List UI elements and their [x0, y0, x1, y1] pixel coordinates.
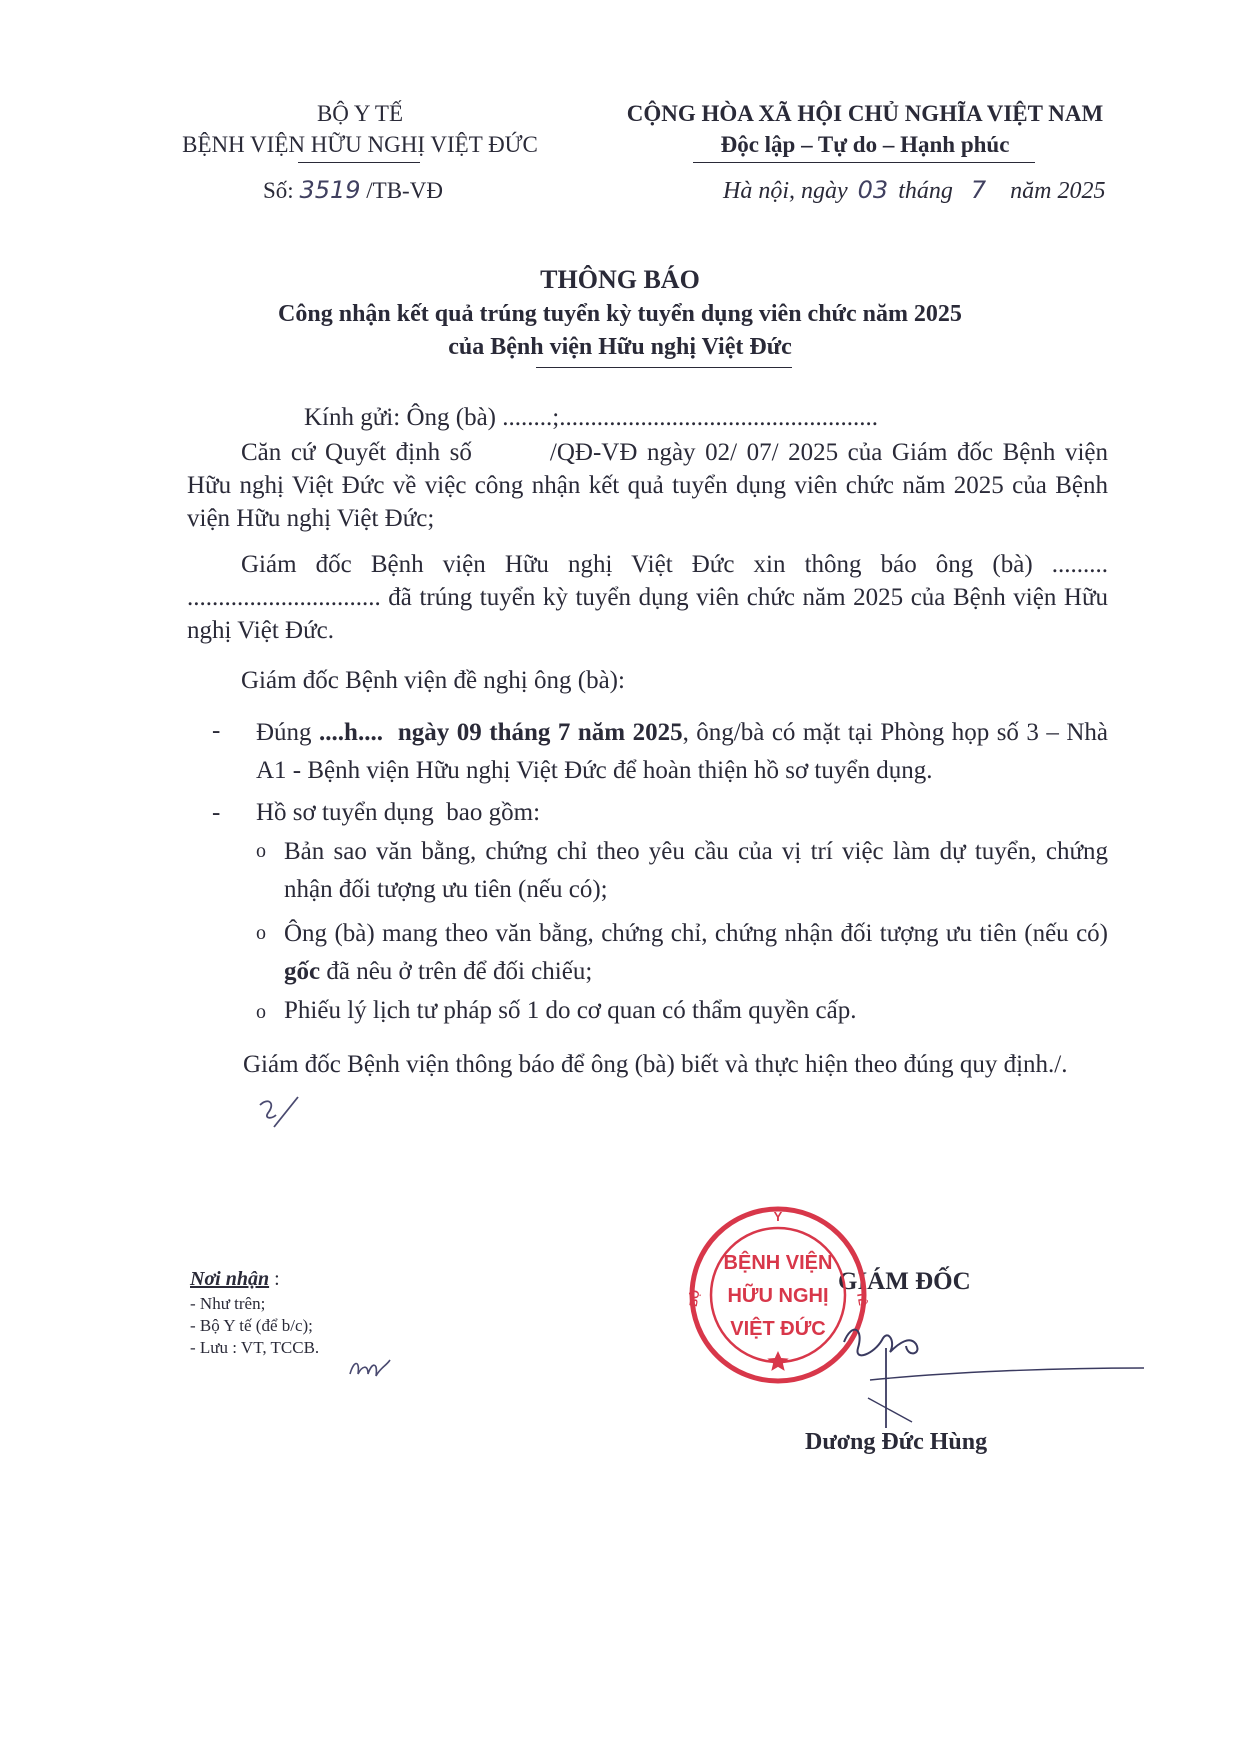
date-place-label: Hà nội, ngày — [723, 178, 848, 204]
staff-initials-icon — [346, 1352, 396, 1386]
date-month-handwritten: 7 — [970, 176, 987, 204]
attendance-prefix: Đúng — [256, 719, 312, 746]
seal-top-mark: Y — [773, 1209, 783, 1224]
recipient-line: Kính gửi: Ông (bà) ........;................................................... — [304, 404, 878, 431]
circle-bullet-3: o — [256, 1001, 266, 1023]
doc-no-label: Số: — [263, 178, 294, 203]
nation-name: CỘNG HÒA XÃ HỘI CHỦ NGHĨA VIỆT NAM — [626, 101, 1104, 126]
request-line: Giám đốc Bệnh viện đề nghị ông (bà): — [241, 667, 625, 694]
seal-left-mark: BỘ — [688, 1289, 703, 1308]
attendance-time: ....h.... ngày 09 tháng 7 năm 2025 — [319, 719, 683, 746]
originals-prefix: Ông (bà) mang theo văn bằng, chứng chỉ, chứng nhận đối tượng ưu tiên (nếu có) — [284, 920, 1108, 947]
national-header — [585, 98, 1145, 160]
originals-suffix: đã nêu ở trên để đối chiếu; — [326, 958, 593, 985]
ministry-name: BỘ Y TẾ — [316, 101, 404, 126]
hospital-name: BỆNH VIỆN HỮU NGHỊ VIỆT ĐỨC — [182, 132, 538, 157]
dash-bullet-2: - — [212, 799, 221, 826]
seal-line-2: HỮU NGHỊ — [727, 1285, 829, 1307]
initials-scribble-icon — [254, 1093, 302, 1143]
issue-date — [723, 174, 1106, 207]
date-year-label: năm 2025 — [1010, 178, 1106, 204]
recipient-item: - Lưu : VT, TCCB. — [190, 1338, 320, 1357]
notice-title: THÔNG BÁO — [540, 265, 700, 294]
title-underline — [536, 367, 792, 368]
date-month-label: tháng — [898, 178, 953, 204]
notice-subject-line-2: của Bệnh viện Hữu nghị Việt Đức — [448, 334, 792, 360]
recipients-title: Nơi nhận — [190, 1268, 270, 1290]
dossier-item-originals — [284, 915, 1108, 991]
recipient-item: - Như trên; — [190, 1294, 266, 1313]
originals-emphasis: gốc — [284, 958, 321, 985]
seal-right-mark: TẾ — [853, 1290, 868, 1307]
attendance-place: , ông/bà có mặt tại Phòng họp số 3 – Nhà A1 - Bệnh viện Hữu nghị Việt Đức để hoàn thiện hồ sơ tuyển dụng. — [256, 719, 1109, 784]
issuer-underline — [298, 162, 420, 163]
circle-bullet-1: o — [256, 840, 266, 862]
national-motto: Độc lập – Tự do – Hạnh phúc — [720, 132, 1010, 157]
doc-no-handwritten: 3519 — [299, 176, 361, 204]
signatory-position: GIÁM ĐỐC — [838, 1268, 971, 1295]
circle-bullet-2: o — [256, 922, 266, 944]
basis-paragraph — [187, 436, 1108, 535]
dossier-heading: Hồ sơ tuyển dụng bao gồm: — [256, 799, 541, 826]
motto-underline — [693, 162, 1035, 163]
issuer-block — [140, 98, 580, 160]
signatory-name: Dương Đức Hùng — [805, 1429, 988, 1455]
basis-prefix: Căn cứ Quyết định số — [241, 439, 472, 466]
seal-star-icon — [767, 1351, 788, 1371]
notice-title-block — [140, 262, 1100, 364]
date-day-handwritten: 03 — [857, 176, 889, 204]
dash-bullet-1: - — [212, 717, 221, 744]
attendance-instruction — [256, 714, 1108, 790]
signature-scribble-icon — [830, 1318, 1150, 1438]
recipient-item: - Bộ Y tế (để b/c); — [190, 1316, 313, 1335]
basis-decision: /QĐ-VĐ ngày 02/ 07/ 2025 của Giám đốc Bệnh viện Hữu nghị Việt Đức về việc công nhận kết quả tuyển dụng viên chức năm 2025 của Bệnh viện Hữu nghị Việt Đức; — [187, 439, 1108, 532]
document-number — [263, 174, 443, 207]
announcement-paragraph: Giám đốc Bệnh viện Hữu nghị Việt Đức xin thông báo ông (bà) ......... ............................... đã trúng tuyển kỳ tuyển dụng viên chức năm 2025 của Bệnh viện Hữu nghị Việt Đức. — [187, 551, 1108, 644]
dossier-item-criminal-record: Phiếu lý lịch tư pháp số 1 do cơ quan có thẩm quyền cấp. — [284, 997, 857, 1024]
closing-paragraph: Giám đốc Bệnh viện thông báo để ông (bà) biết và thực hiện theo đúng quy định./. — [243, 1051, 1068, 1078]
dossier-item-copies: Bản sao văn bằng, chứng chỉ theo yêu cầu của vị trí việc làm dự tuyển, chứng nhận đối tượng ưu tiên (nếu có); — [284, 838, 1108, 903]
recipients-colon: : — [274, 1268, 280, 1290]
doc-no-suffix: /TB-VĐ — [366, 178, 443, 203]
seal-line-1: BỆNH VIỆN — [723, 1252, 833, 1274]
seal-line-3: VIỆT ĐỨC — [730, 1318, 826, 1340]
recipients-block — [190, 1265, 319, 1359]
notice-subject-line-1: Công nhận kết quả trúng tuyển kỳ tuyển dụng viên chức năm 2025 — [278, 301, 962, 327]
